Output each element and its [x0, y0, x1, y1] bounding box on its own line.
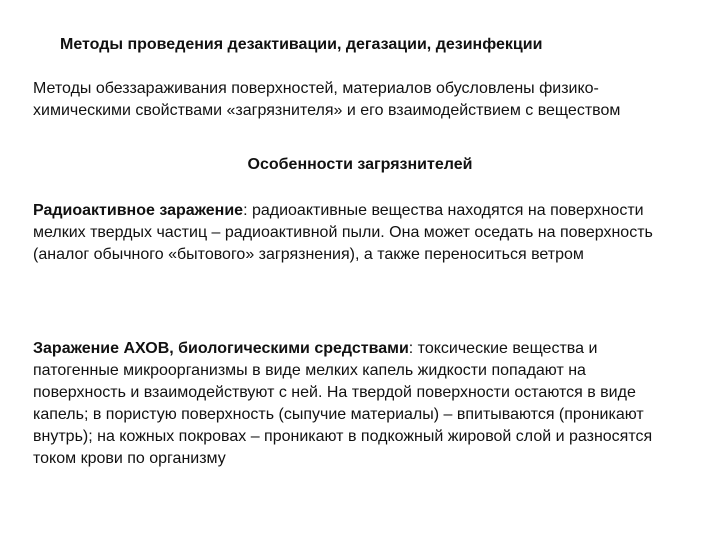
radioactive-text: : радиоактивные вещества находятся на поверхности мелких твердых частиц – радиоактивной пыли. Она может оседать на поверхность (аналог обычного «бытового» загрязнения), а также переноситься ветром: [33, 202, 653, 263]
radioactive-paragraph: [33, 200, 688, 266]
ahov-text: : токсические вещества и патогенные микроорганизмы в виде мелких капель жидкости попадают на поверхность и взаимодействуют с ней. На твердой поверхности остаются в виде капель; в пористую поверхность (сыпучие материалы) – впитываются (проникают внутрь); на кожных покровах – проникают в подкожный жировой слой и разносятся током крови по организму: [33, 340, 653, 467]
ahov-term: Заражение АХОВ, биологическими средствами: [33, 340, 409, 357]
slide-title: Методы проведения дезактивации, дегазации, дезинфекции: [60, 36, 543, 53]
intro-paragraph: Методы обеззараживания поверхностей, материалов обусловлены физико-химическими свойствами «загрязнителя» и его взаимодействием с веществом: [33, 80, 621, 119]
ahov-paragraph: [33, 338, 683, 470]
radioactive-term: Радиоактивное заражение: [33, 202, 244, 219]
section-heading: Особенности загрязнителей: [247, 156, 473, 173]
